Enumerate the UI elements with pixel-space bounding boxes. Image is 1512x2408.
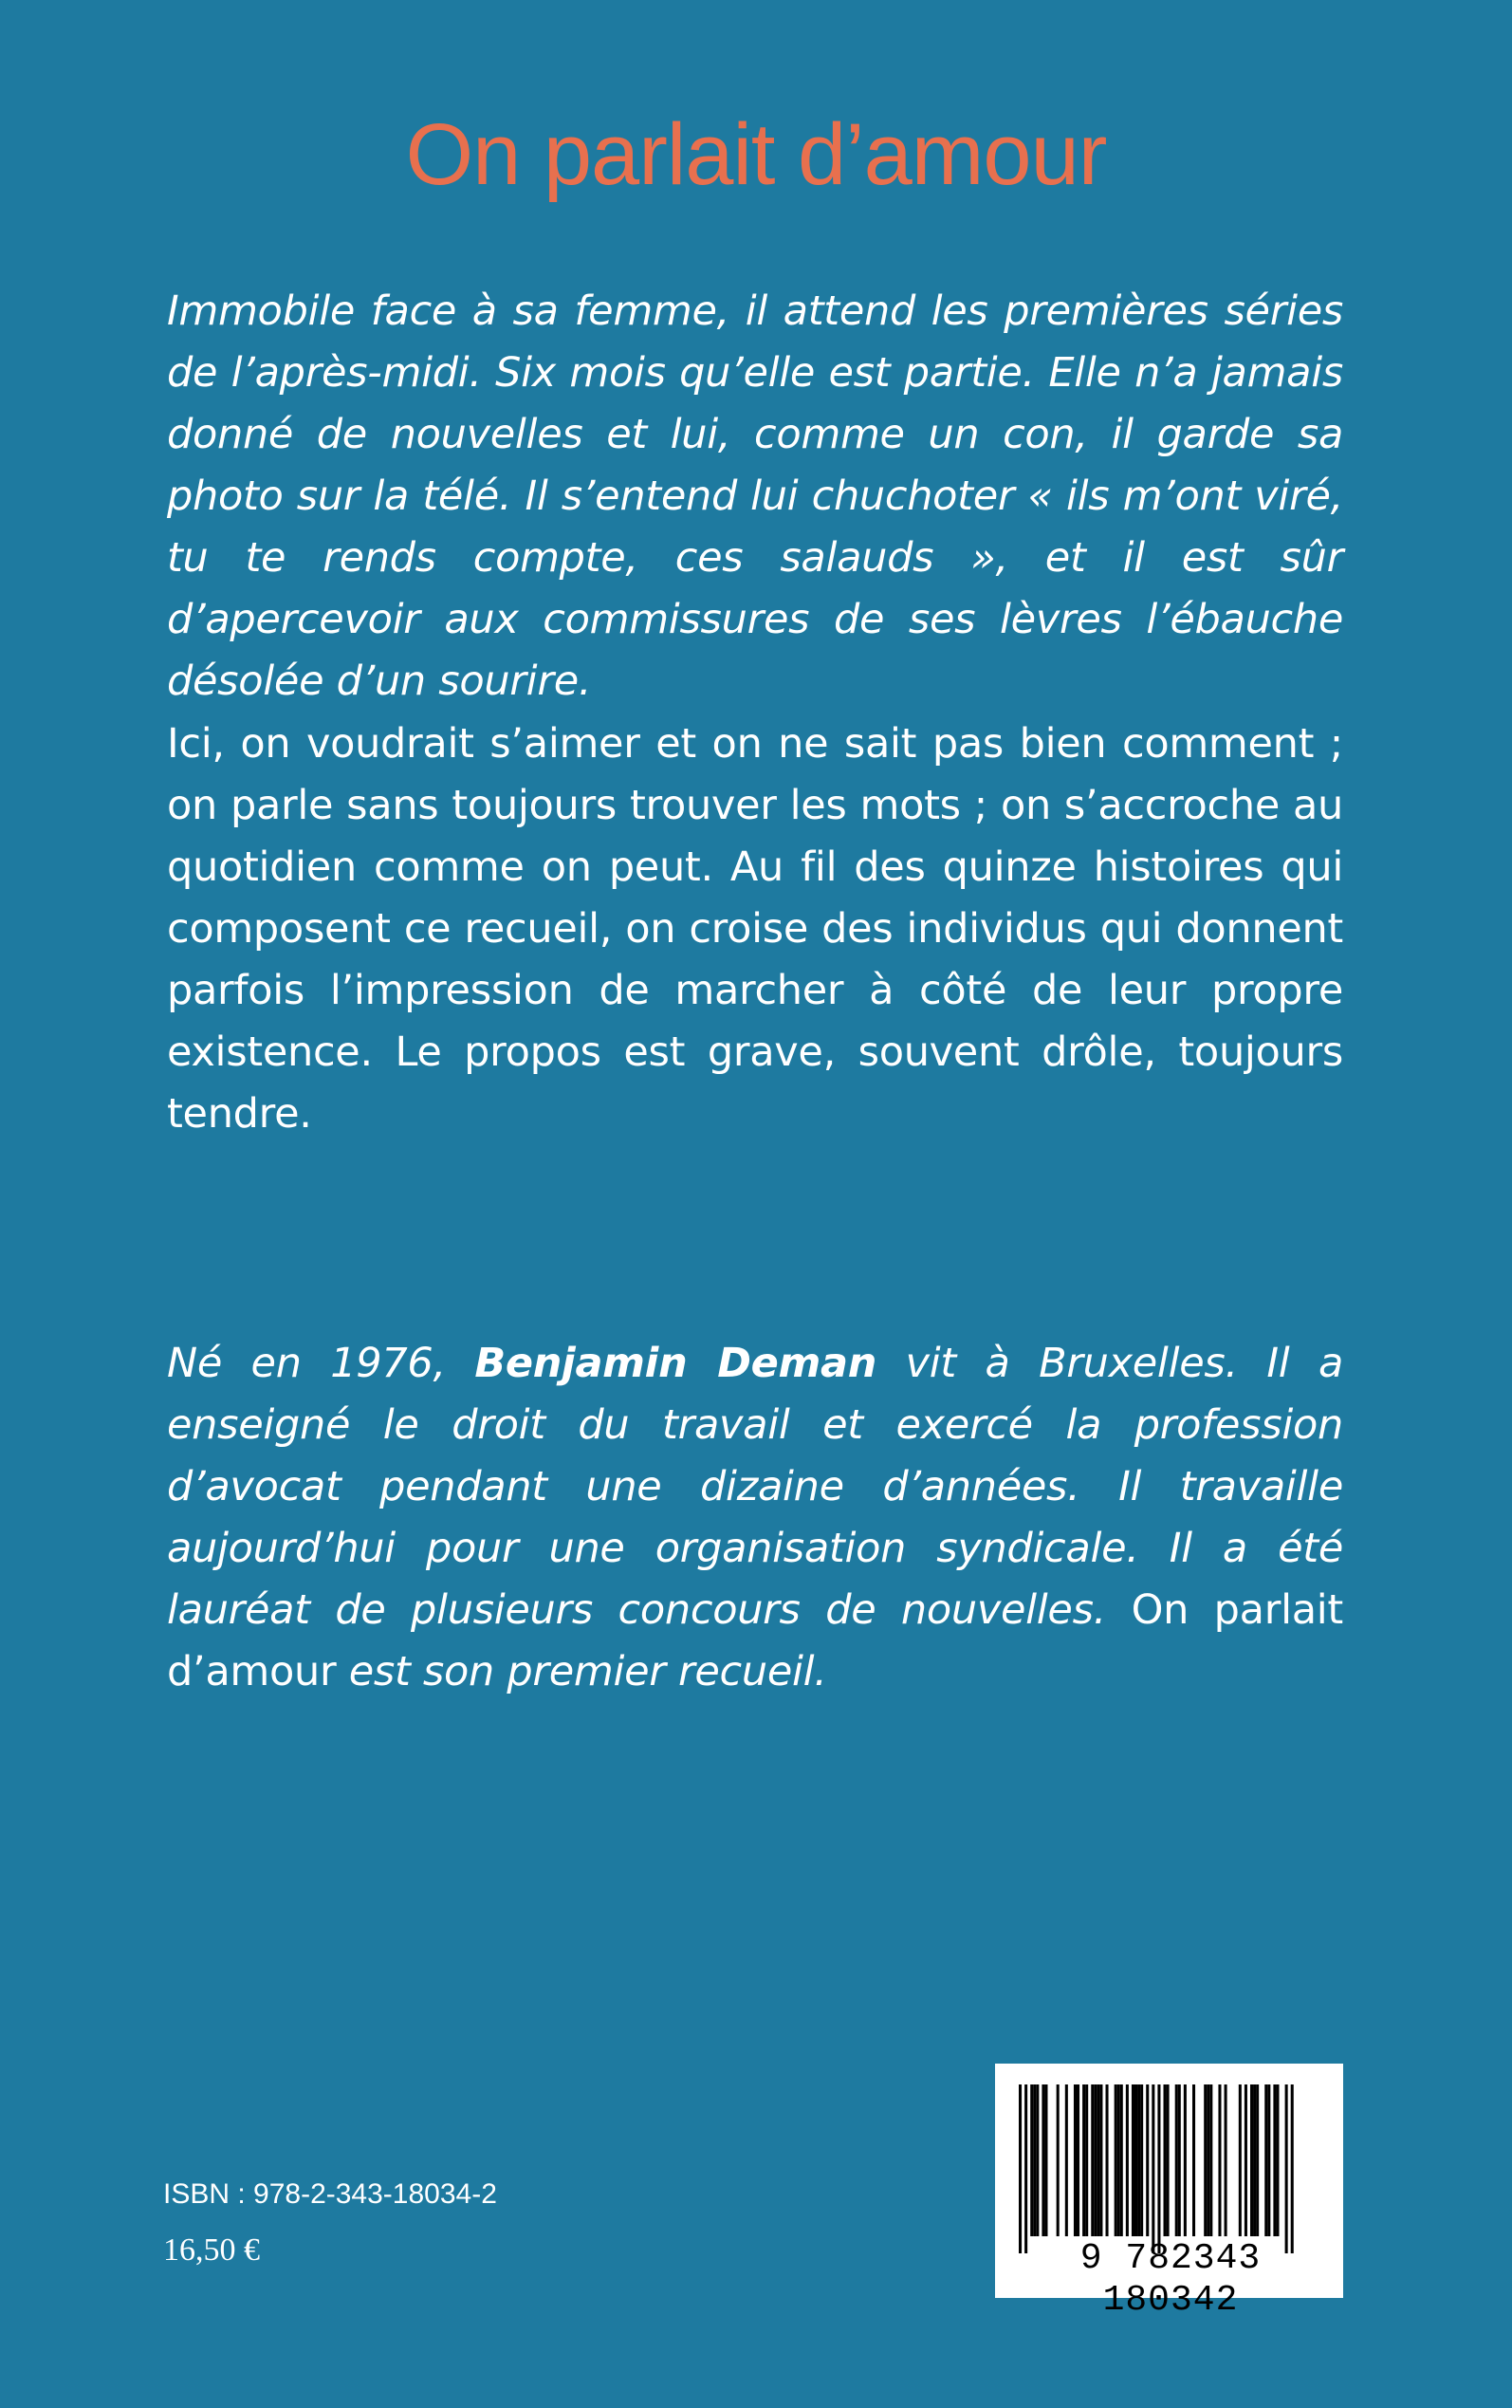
barcode-bar (1285, 2084, 1288, 2253)
barcode-bar (1239, 2084, 1242, 2236)
barcode-bar (1074, 2084, 1077, 2236)
barcode-bar (1033, 2084, 1036, 2236)
barcode-bar (1126, 2084, 1129, 2236)
barcode-bar (1273, 2084, 1276, 2236)
barcode-bar (1250, 2084, 1253, 2236)
barcode-digits: 9 782343 180342 (1079, 2238, 1262, 2321)
blurb-excerpt: Immobile face à sa femme, il attend les premières séries de l’après-midi. Six mois qu’elle est partie. Elle n’a jamais donné de nouvelles et lui, comme un con, il garde sa photo sur la télé. Il s’entend lui chuchoter « ils m’ont viré, tu te rends compte, ces salauds », et il est sûr d’apercevoir aux commissures de ses lèvres l’ébauche désolée d’un sourire. (167, 287, 1343, 705)
barcode-bar (1077, 2084, 1079, 2236)
barcode-bar (1120, 2084, 1123, 2236)
barcode-bar (1024, 2084, 1027, 2253)
barcode-bar (1218, 2084, 1221, 2236)
barcode-bar (1044, 2084, 1047, 2236)
author-bio-intro: Né en 1976, (167, 1340, 475, 1387)
barcode-bar (1253, 2084, 1256, 2236)
price-label: 16,50 € (163, 2232, 260, 2268)
barcode-bar (1137, 2084, 1140, 2236)
barcode-bar (1178, 2084, 1181, 2236)
author-bio (167, 1333, 1343, 1703)
barcode-bar (1065, 2084, 1068, 2236)
barcode-bar (1152, 2084, 1154, 2253)
barcode-bar (1146, 2084, 1149, 2236)
book-title: On parlait d’amour (405, 106, 1107, 203)
barcode-bar (1175, 2084, 1178, 2236)
author-bio-end: est son premier recueil. (336, 1648, 827, 1695)
barcode-bar (1204, 2084, 1207, 2236)
isbn-label: ISBN : 978-2-343-18034-2 (163, 2178, 497, 2210)
barcode-bar (1036, 2084, 1039, 2236)
author-bio-book-title: On parlait d’amour (167, 1586, 1343, 1695)
barcode-bar (1225, 2084, 1227, 2236)
barcode-bar (1085, 2084, 1088, 2236)
barcode-bar (1140, 2084, 1143, 2236)
barcode-bar (1132, 2084, 1134, 2236)
barcode-bar (1091, 2084, 1094, 2236)
barcode-bar (1167, 2084, 1170, 2236)
barcode-bar (1117, 2084, 1120, 2236)
author-name: Benjamin Deman (474, 1340, 877, 1387)
barcode-bar (1099, 2084, 1102, 2236)
barcode-bar (1207, 2084, 1209, 2236)
barcode-bar (1097, 2084, 1099, 2236)
barcode-bar (1164, 2084, 1167, 2236)
barcode-bar (1184, 2084, 1187, 2236)
barcode-bar (1134, 2084, 1137, 2236)
barcode-bar (1256, 2084, 1259, 2236)
barcode-bar (1157, 2084, 1160, 2253)
author-bio-middle: vit à Bruxelles. Il a enseigné le droit du travail et exercé la profession d’avocat pendant une dizaine d’années. Il travaille aujourd’hui pour une organisation syndicale. Il a été lauréat de plusieurs concours de nouvelles. (167, 1340, 1343, 1634)
barcode-bar (1209, 2084, 1212, 2236)
barcode-bar (1106, 2084, 1109, 2236)
barcode-bar (1291, 2084, 1294, 2253)
barcode (995, 2064, 1343, 2321)
barcode-bar (1115, 2084, 1117, 2236)
barcode-bar (1276, 2084, 1279, 2236)
barcode-bar (1264, 2084, 1267, 2236)
barcode-bar (1057, 2084, 1060, 2236)
blurb-summary: Ici, on voudrait s’aimer et on ne sait pas bien comment ; on parle sans toujours trouver les mots ; on s’accroche au quotidien comme on peut. Au fil des quinze histoires qui composent ce recueil, on croise des individus qui donnent parfois l’impression de marcher à côté de leur propre existence. Le propos est grave, souvent drôle, toujours tendre. (167, 720, 1343, 1138)
barcode-bar (1030, 2084, 1033, 2236)
barcode-bar (1094, 2084, 1097, 2236)
barcode-bar (1192, 2084, 1195, 2236)
barcode-bar (1019, 2084, 1022, 2253)
barcode-bar (1267, 2084, 1270, 2236)
barcode-bar (1082, 2084, 1085, 2236)
barcode-bar (1042, 2084, 1044, 2236)
barcode-bar (1245, 2084, 1247, 2236)
